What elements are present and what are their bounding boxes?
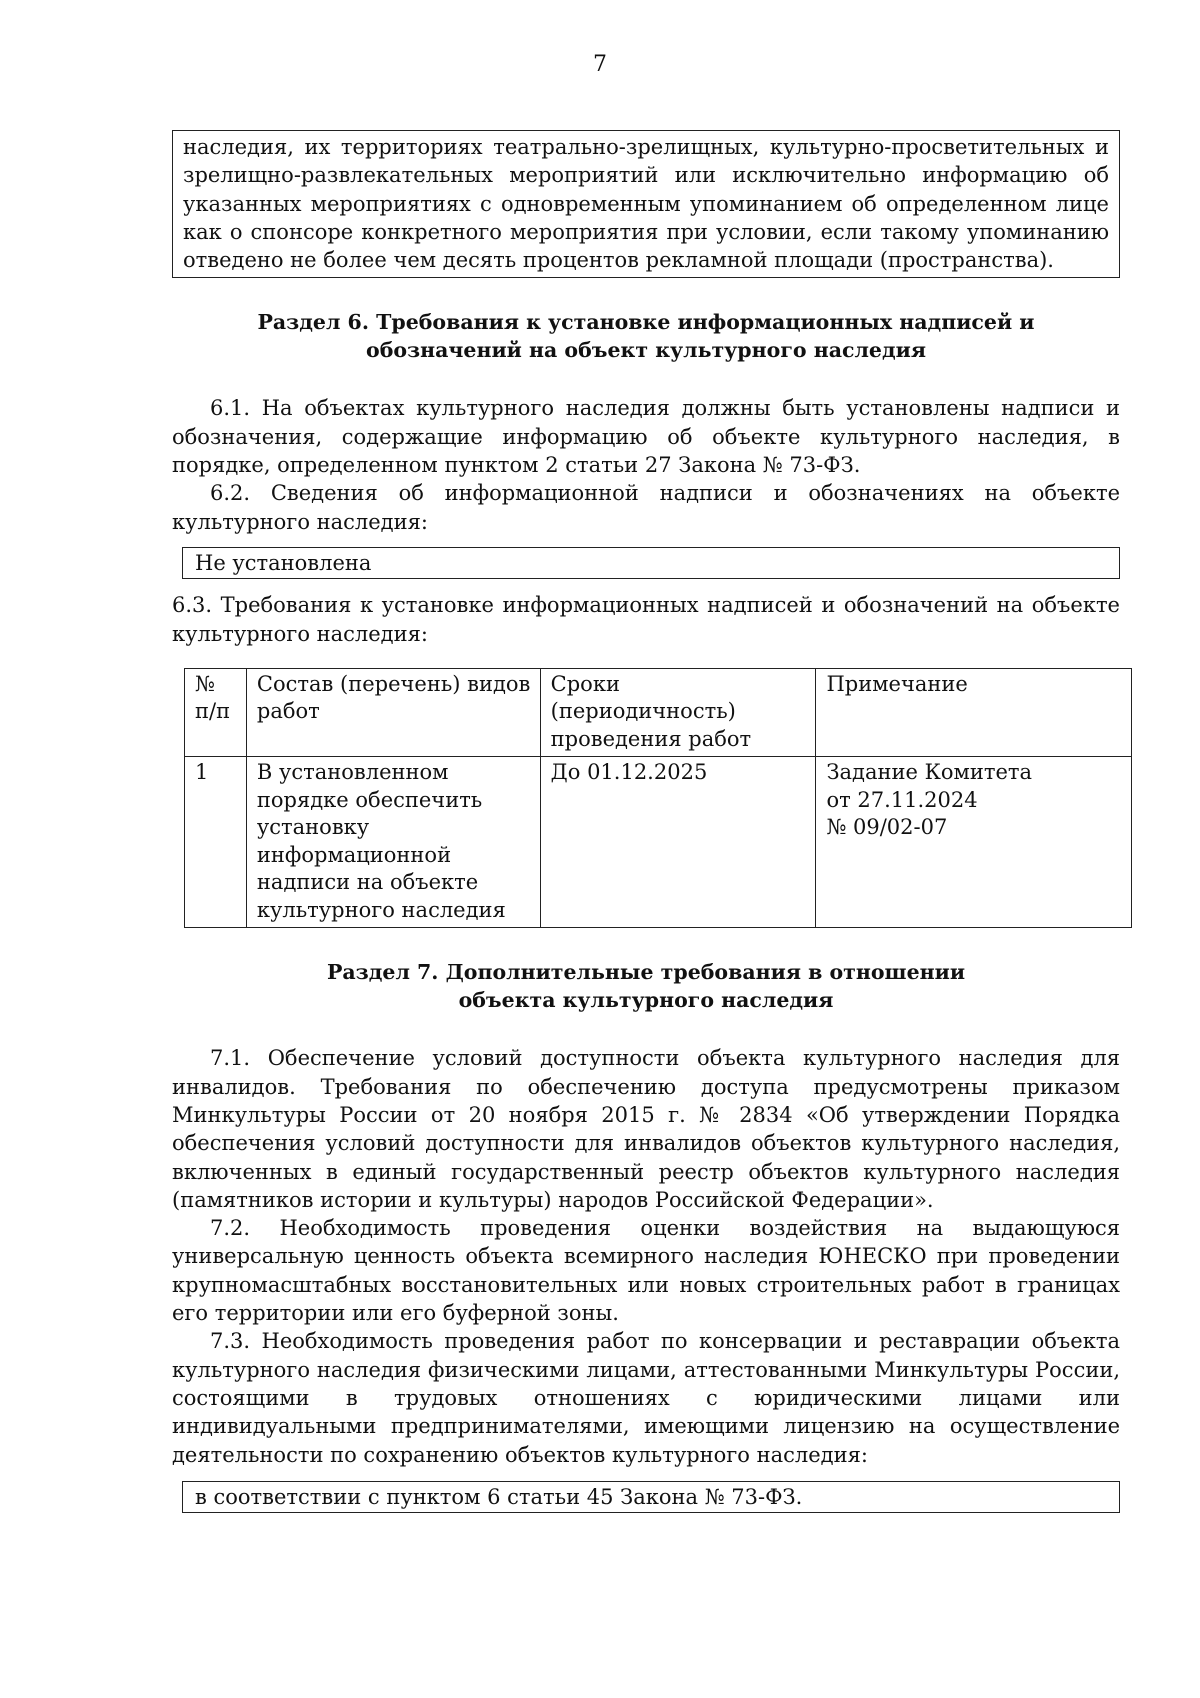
inscription-info-box: Не установлена bbox=[182, 547, 1120, 579]
note-line-2: от 27.11.2024 bbox=[826, 787, 978, 812]
header-number: № п/п bbox=[185, 668, 247, 757]
table-row bbox=[185, 757, 1132, 928]
restoration-info-box: в соответствии с пунктом 6 статьи 45 Закона № 73-ФЗ. bbox=[182, 1481, 1120, 1513]
paragraph-6-3: 6.3. Требования к установке информационных надписей и обозначений на объекте культурного наследия: bbox=[172, 593, 1120, 646]
continuation-text-box: наследия, их территориях театрально-зрелищных, культурно-просветительных и зрелищно-развлекательных мероприятий или исключительно информацию об указанных мероприятиях с одновременным упоминанием об определенном лице как о спонсоре конкретного мероприятия при условии, если такому упоминанию отведено не более чем десять процентов рекламной площади (пространства). bbox=[172, 130, 1120, 278]
table-header-row bbox=[185, 668, 1132, 757]
note-line-3: № 09/02-07 bbox=[826, 815, 948, 840]
paragraph-7-1: 7.1. Обеспечение условий доступности объекта культурного наследия для инвалидов. Требования по обеспечению доступа предусмотрены приказом Минкультуры России от 20 ноября 2015 г. № 2834 «Об утверждении Порядка обеспечения условий доступности для инвалидов объектов культурного наследия, включенных в единый государственный реестр объектов культурного наследия (памятников истории и культуры) народов Российской Федерации». bbox=[172, 1046, 1120, 1212]
cell-deadline: До 01.12.2025 bbox=[540, 757, 816, 928]
section-6-title-line1: Раздел 6. Требования к установке информационных надписей и bbox=[257, 310, 1035, 335]
paragraph-6-2: 6.2. Сведения об информационной надписи и обозначениях на объекте культурного наследия: bbox=[172, 481, 1120, 534]
header-deadline: Сроки (периодичность) проведения работ bbox=[540, 668, 816, 757]
note-line-1: Задание Комитета bbox=[826, 760, 1033, 785]
header-note: Примечание bbox=[816, 668, 1132, 757]
paragraph-7-2: 7.2. Необходимость проведения оценки воздействия на выдающуюся универсальную ценность объекта всемирного наследия ЮНЕСКО при проведении крупномасштабных восстановительных или новых строительных работ в границах его территории или его буферной зоны. bbox=[172, 1216, 1120, 1326]
paragraph-6-1: 6.1. На объектах культурного наследия должны быть установлены надписи и обозначения, содержащие информацию об объекте культурного наследия, в порядке, определенном пунктом 2 статьи 27 Закона № 73-ФЗ. bbox=[172, 396, 1120, 478]
document-body bbox=[172, 130, 1120, 1513]
paragraph-7-3: 7.3. Необходимость проведения работ по консервации и реставрации объекта культурного наследия физическими лицами, аттестованными Минкультуры России, состоящими в трудовых отношениях с юридическими лицами или индивидуальными предпринимателями, имеющими лицензию на осуществление деятельности по сохранению объектов культурного наследия: bbox=[172, 1329, 1120, 1467]
section-7-title-line1: Раздел 7. Дополнительные требования в отношении bbox=[326, 960, 966, 985]
header-work: Состав (перечень) видов работ bbox=[246, 668, 540, 757]
cell-number: 1 bbox=[185, 757, 247, 928]
requirements-table bbox=[184, 668, 1132, 929]
section-7-title bbox=[172, 958, 1120, 1014]
page-number: 7 bbox=[593, 52, 607, 77]
section-7-title-line2: объекта культурного наследия bbox=[458, 988, 834, 1013]
section-6-title-line2: обозначений на объект культурного наследия bbox=[366, 338, 926, 363]
section-6-title bbox=[172, 308, 1120, 364]
cell-note bbox=[816, 757, 1132, 928]
cell-work: В установленном порядке обеспечить установку информационной надписи на объекте культурного наследия bbox=[246, 757, 540, 928]
